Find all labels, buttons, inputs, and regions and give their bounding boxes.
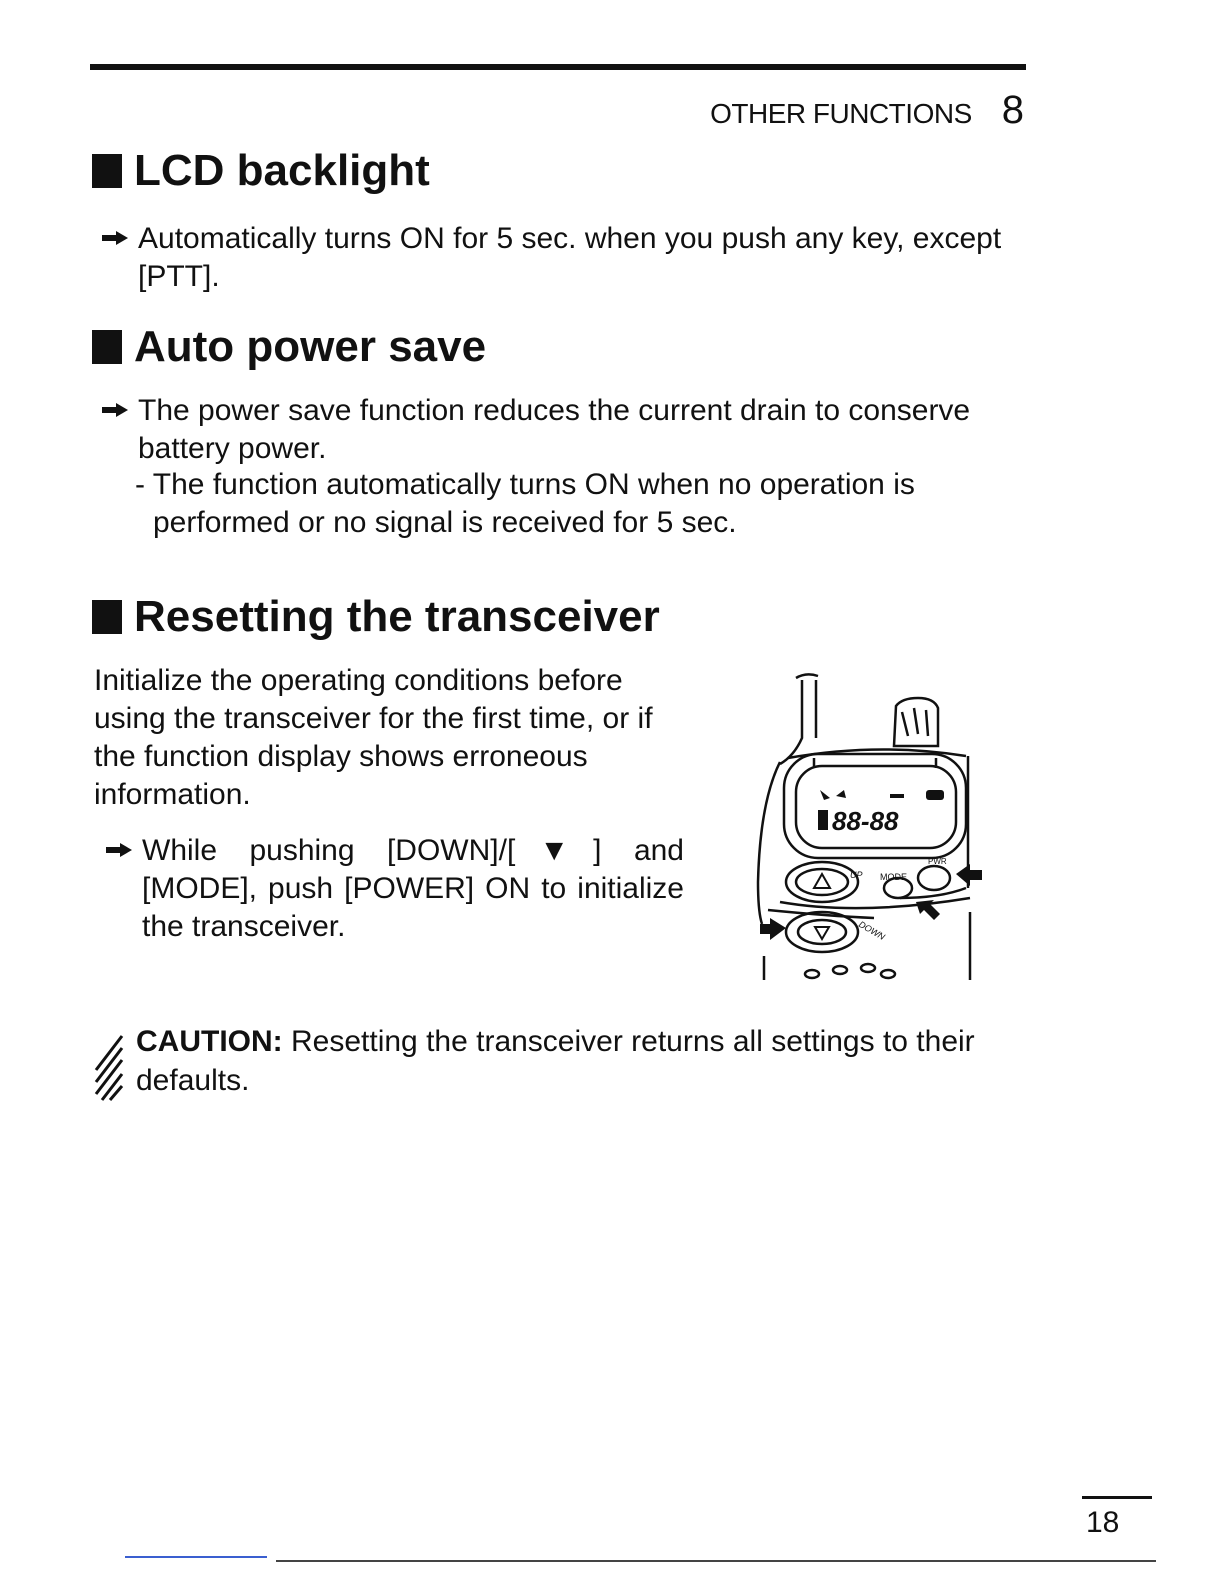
hatch-caution-icon (92, 1022, 136, 1112)
caution-text: Resetting the transceiver returns all settings to their defaults. (136, 1025, 975, 1097)
bullet-auto-power-save (100, 392, 1030, 468)
arrow-right-icon (100, 220, 138, 296)
bottom-rule (125, 1556, 267, 1558)
page-number-rule (1082, 1496, 1152, 1499)
chapter-header (710, 88, 1024, 133)
bottom-rule (276, 1560, 1156, 1562)
square-bullet-icon (92, 154, 122, 188)
top-rule (90, 64, 1026, 70)
caution-note (92, 1022, 1032, 1112)
lcd-readout: 88-88 (832, 806, 899, 836)
transceiver-illustration (740, 666, 1000, 991)
square-bullet-icon (92, 600, 122, 634)
section-heading-auto-power-save (92, 322, 486, 372)
section-heading-lcd-backlight (92, 146, 430, 196)
bullet-text: Automatically turns ON for 5 sec. when you push any key, except [PTT]. (138, 222, 1002, 293)
chapter-title: OTHER FUNCTIONS (710, 98, 972, 129)
bullet-text: The power save function reduces the current drain to conserve battery power. (138, 394, 971, 465)
section-title: Auto power save (134, 322, 487, 371)
label-up: UP (850, 870, 863, 880)
bullet-text: While pushing [DOWN]/[▼] and [MODE], push [POWER] ON to initialize the transceiver. (142, 834, 684, 943)
page-number: 18 (1086, 1506, 1120, 1539)
bullet-reset (104, 832, 684, 946)
label-power: PWR (928, 857, 947, 866)
label-down: DOWN (857, 919, 887, 942)
bullet-lcd-backlight (100, 220, 1030, 296)
reset-intro: Initialize the operating conditions before using the transceiver for the first time, or if the function display shows erroneous information. (94, 664, 653, 811)
label-mode: MODE (880, 872, 907, 882)
caution-body (136, 1022, 1032, 1112)
section-title: Resetting the transceiver (134, 592, 660, 641)
note-auto-power-save: - The function automatically turns ON when no operation is performed or no signal is received for 5 sec. (135, 468, 915, 539)
arrow-right-icon (100, 392, 138, 468)
chapter-number: 8 (1001, 88, 1024, 132)
section-heading-resetting (92, 592, 660, 642)
caution-label: CAUTION: (136, 1025, 283, 1058)
square-bullet-icon (92, 330, 122, 364)
section-title: LCD backlight (134, 146, 430, 195)
arrow-right-icon (104, 832, 142, 946)
